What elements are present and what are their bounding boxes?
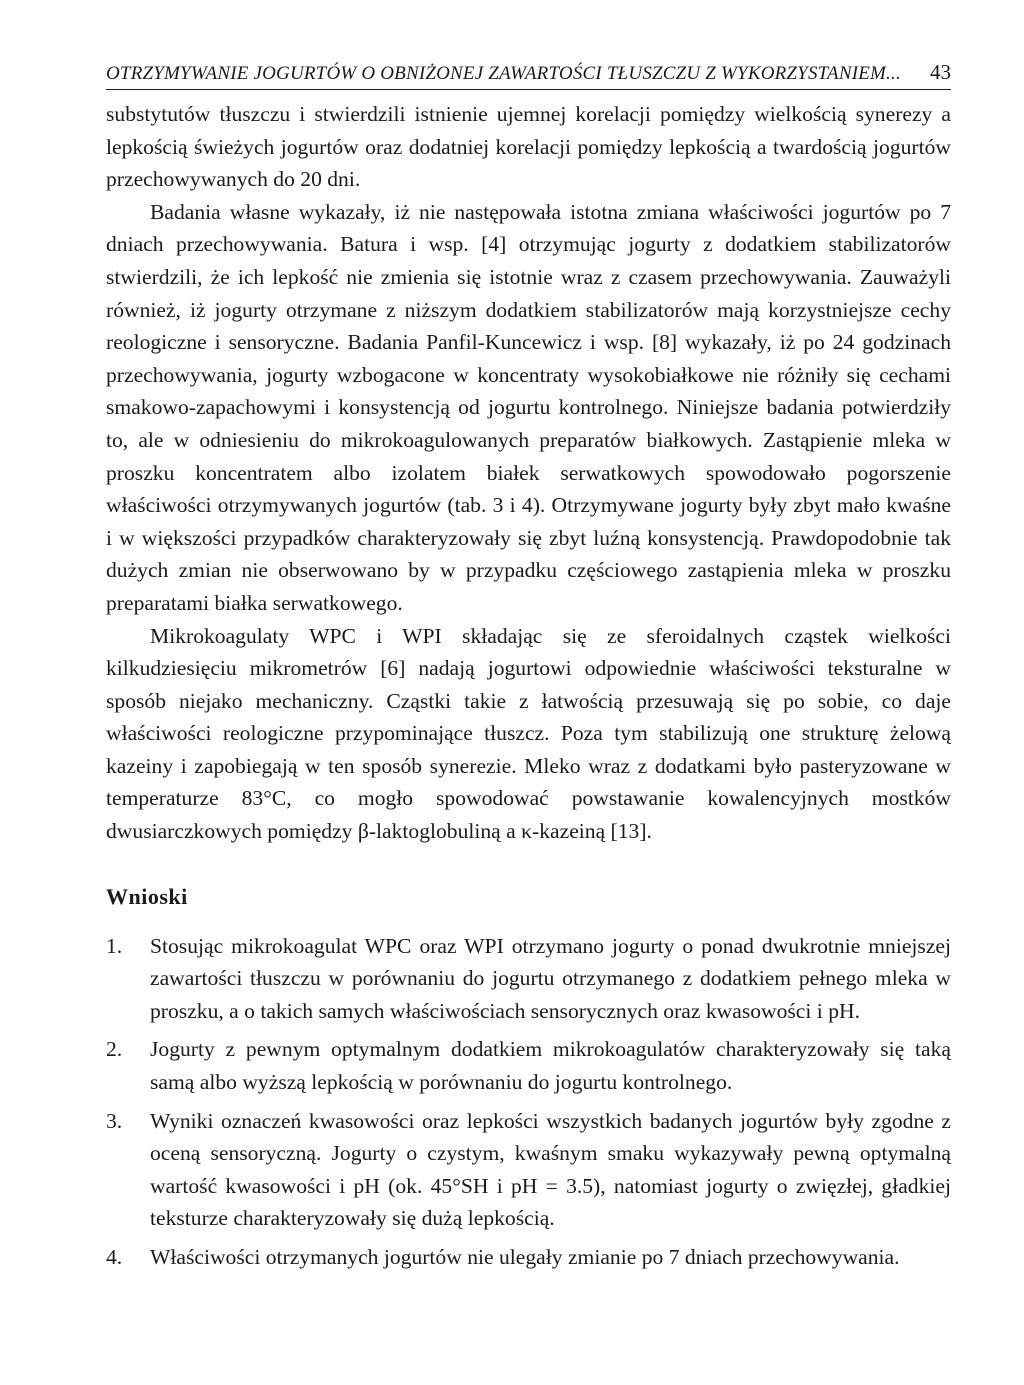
paragraph-continued: substytutów tłuszczu i stwierdzili istnienie ujemnej korelacji pomiędzy wielkością synerezy a lepkością świeżych jogurtów oraz dodatniej korelacji pomiędzy lepkością a twardością jogurtów przechowywanych do 20 dni.: [106, 102, 951, 192]
running-title: OTRZYMYWANIE JOGURTÓW O OBNIŻONEJ ZAWARTOŚCI TŁUSZCZU Z WYKORZYSTANIEM...: [106, 63, 901, 84]
conclusion-number: 4.: [106, 1245, 123, 1269]
section-heading-conclusions: Wnioski: [106, 883, 188, 909]
body-text: [106, 98, 951, 848]
conclusion-number: 3.: [106, 1108, 123, 1133]
conclusion-text: Właściwości otrzymanych jogurtów nie ulegały zmianie po 7 dniach przechowywania.: [150, 1245, 900, 1269]
paragraph-microcoagulates: Mikrokoagulaty WPC i WPI składając się ze sferoidalnych cząstek wielkości kilkudziesięciu mikrometrów [6] nadają jogurtowi odpowiednie właściwości teksturalne w sposób niejako mechaniczny. Cząstki takie z łatwością przesuwają się po sobie, co daje właściwości reologiczne przypominające tłuszcz. Poza tym stabilizują one strukturę żelową kazeiny i zapobiegają w ten sposób synerezie. Mleko wraz z dodatkami było pasteryzowane w temperaturze 83°C, co mogło spowodować powstawanie kowalencyjnych mostków dwusiarczkowych pomiędzy β-laktoglobuliną a κ-kazeiną [13].: [106, 623, 951, 844]
conclusion-number: 2.: [106, 1037, 123, 1062]
running-header: [106, 60, 951, 90]
conclusion-item: [106, 930, 951, 1028]
conclusion-item: [106, 1033, 951, 1098]
conclusions-list: [106, 930, 951, 1274]
conclusion-item: [106, 1105, 951, 1235]
page-number: 43: [930, 60, 951, 84]
conclusion-text: Stosując mikrokoagulat WPC oraz WPI otrzymano jogurty o ponad dwukrotnie mniejszej zawartości tłuszczu w porównaniu do jogurtu otrzymanego z dodatkiem pełnego mleka w proszku, a o takich samych właściwościach sensorycznych oraz kwasowości i pH.: [150, 933, 951, 1023]
journal-page: [106, 60, 951, 1280]
conclusion-text: Jogurty z pewnym optymalnym dodatkiem mikrokoagulatów charakteryzowały się taką samą albo wyższą lepkością w porównaniu do jogurtu kontrolnego.: [150, 1037, 951, 1095]
paragraph-own-research: Badania własne wykazały, iż nie następowała istotna zmiana właściwości jogurtów po 7 dniach przechowywania. Batura i wsp. [4] otrzymując jogurty z dodatkiem stabilizatorów stwierdzili, że ich lepkość nie zmienia się istotnie wraz z czasem przechowywania. Zauważyli również, iż jogurty otrzymane z niższym dodatkiem stabilizatorów mają korzystniejsze cechy reologiczne i sensoryczne. Badania Panfil-Kuncewicz i wsp. [8] wykazały, iż po 24 godzinach przechowywania, jogurty wzbogacone w koncentraty wysokobiałkowe nie różniły się cechami smakowo-zapachowymi i konsystencją od jogurtu kontrolnego. Niniejsze badania potwierdziły to, ale w odniesieniu do mikrokoagulowanych preparatów białkowych. Zastąpienie mleka w proszku koncentratem albo izolatem białek serwatkowych spowodowało pogorszenie właściwości otrzymywanych jogurtów (tab. 3 i 4). Otrzymywane jogurty były zbyt mało kwaśne i w większości przypadków charakteryzowały się zbyt luźną konsystencją. Prawdopodobnie tak dużych zmian nie obserwowano by w przypadku częściowego zastąpienia mleka w proszku preparatami białka serwatkowego.: [106, 199, 951, 615]
conclusion-number: 1.: [106, 933, 123, 958]
conclusion-text: Wyniki oznaczeń kwasowości oraz lepkości wszystkich badanych jogurtów były zgodne z oceną sensoryczną. Jogurty o czystym, kwaśnym smaku wykazywały pewną optymalną wartość kwasowości i pH (ok. 45°SH i pH = 3.5), natomiast jogurty o zwięzłej, gładkiej teksturze charakteryzowały się dużą lepkością.: [150, 1108, 951, 1231]
conclusion-item: [106, 1241, 951, 1274]
